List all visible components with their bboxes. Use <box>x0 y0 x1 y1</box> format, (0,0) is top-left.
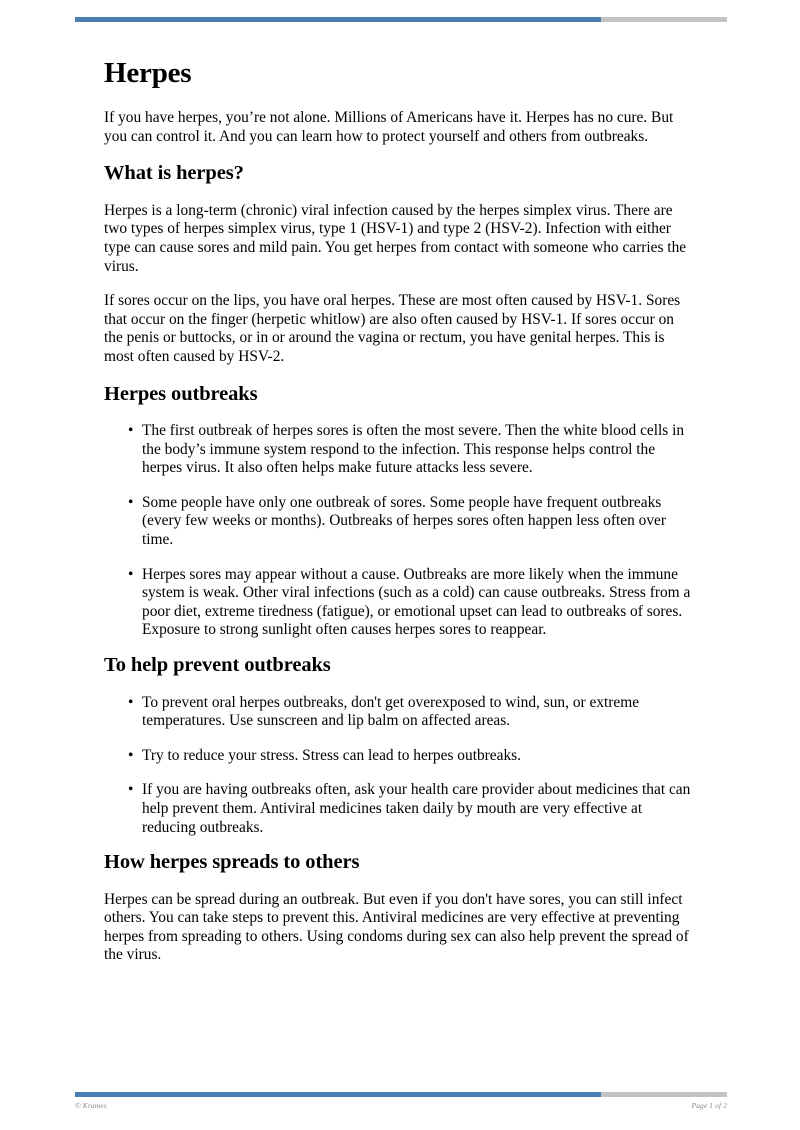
list-item <box>104 422 696 478</box>
section-heading: What is herpes? <box>104 162 244 185</box>
section-heading: Herpes outbreaks <box>104 382 258 405</box>
section-to-help-prevent-outbreaks <box>104 654 696 837</box>
section-paragraph: Herpes can be spread during an outbreak. But even if you don't have sores, you can still infect others. You can take steps to prevent this. Antiviral medicines are very effective at preventing herpes from spreading to others. Using condoms during sex can also help prevent the spread of the virus. <box>104 890 689 964</box>
list-item <box>104 494 696 550</box>
section-how-herpes-spreads <box>104 851 696 965</box>
bullet-icon: • <box>128 693 134 711</box>
bullet-icon: • <box>128 565 134 583</box>
bullet-icon: • <box>128 781 134 799</box>
section-paragraph: Herpes is a long-term (chronic) viral infection caused by the herpes simplex virus. There are two types of herpes simplex virus, type 1 (HSV-1) and type 2 (HSV-2). Infection with either type can cause sores and mild pain. You get herpes from contact with someone who carries the virus. <box>104 201 687 275</box>
footer-rule-grey-segment <box>601 1092 727 1097</box>
page-title: Herpes <box>104 57 192 89</box>
list-item-text: The first outbreak of herpes sores is often the most severe. Then the white blood cells in the body’s immune system respond to the infection. This response helps control the herpes virus. It also often helps make future attacks less severe. <box>142 422 685 477</box>
header-rule-grey-segment <box>601 17 727 22</box>
section-herpes-outbreaks <box>104 383 696 641</box>
list-item <box>104 747 696 766</box>
list-item-text: Some people have only one outbreak of sores. Some people have frequent outbreaks (every few weeks or months). Outbreaks of herpes sores often happen less often over time. <box>142 493 666 549</box>
section-heading: To help prevent outbreaks <box>104 654 331 676</box>
footer-rule <box>75 1092 727 1097</box>
footer-copyright: © Krames <box>75 1101 107 1110</box>
footer-page-number: Page 1 of 2 <box>691 1101 727 1110</box>
bullet-icon: • <box>128 493 134 511</box>
document-body <box>104 109 696 981</box>
list-item-text: Try to reduce your stress. Stress can lead to herpes outbreaks. <box>142 746 521 764</box>
section-paragraph: If sores occur on the lips, you have oral herpes. These are most often caused by HSV-1. Sores that occur on the finger (herpetic whitlow) are also often caused by HSV-1. If sores occur on the penis or buttocks, or in or around the vagina or rectum, you have genital herpes. This is most often caused by HSV-2. <box>104 292 681 365</box>
bullet-icon: • <box>128 746 134 764</box>
header-rule-blue-segment <box>75 17 601 22</box>
section-heading: How herpes spreads to others <box>104 851 360 874</box>
bullet-list <box>104 694 696 838</box>
intro-paragraph: If you have herpes, you’re not alone. Millions of Americans have it. Herpes has no cure. But you can control it. And you can learn how to protect yourself and others from outbreaks. <box>104 109 674 145</box>
list-item-text: Herpes sores may appear without a cause. Outbreaks are more likely when the immune system is weak. Other viral infections (such as a cold) can cause outbreaks. Stress from a poor diet, extreme tiredness (fatigue), or emotional upset can lead to outbreaks of sores. Exposure to strong sunlight often causes herpes sores to reappear. <box>142 565 691 639</box>
list-item <box>104 566 696 640</box>
list-item-text: To prevent oral herpes outbreaks, don't get overexposed to wind, sun, or extreme temperatures. Use sunscreen and lip balm on affected areas. <box>142 693 640 730</box>
list-item <box>104 781 696 837</box>
page-footer <box>75 1101 727 1110</box>
bullet-list <box>104 422 696 640</box>
list-item <box>104 694 696 731</box>
header-rule <box>75 17 727 22</box>
list-item-text: If you are having outbreaks often, ask your health care provider about medicines that can help prevent them. Antiviral medicines taken daily by mouth are very effective at reducing outbreaks. <box>142 781 691 836</box>
section-what-is-herpes <box>104 162 696 366</box>
bullet-icon: • <box>128 422 134 440</box>
footer-rule-blue-segment <box>75 1092 601 1097</box>
